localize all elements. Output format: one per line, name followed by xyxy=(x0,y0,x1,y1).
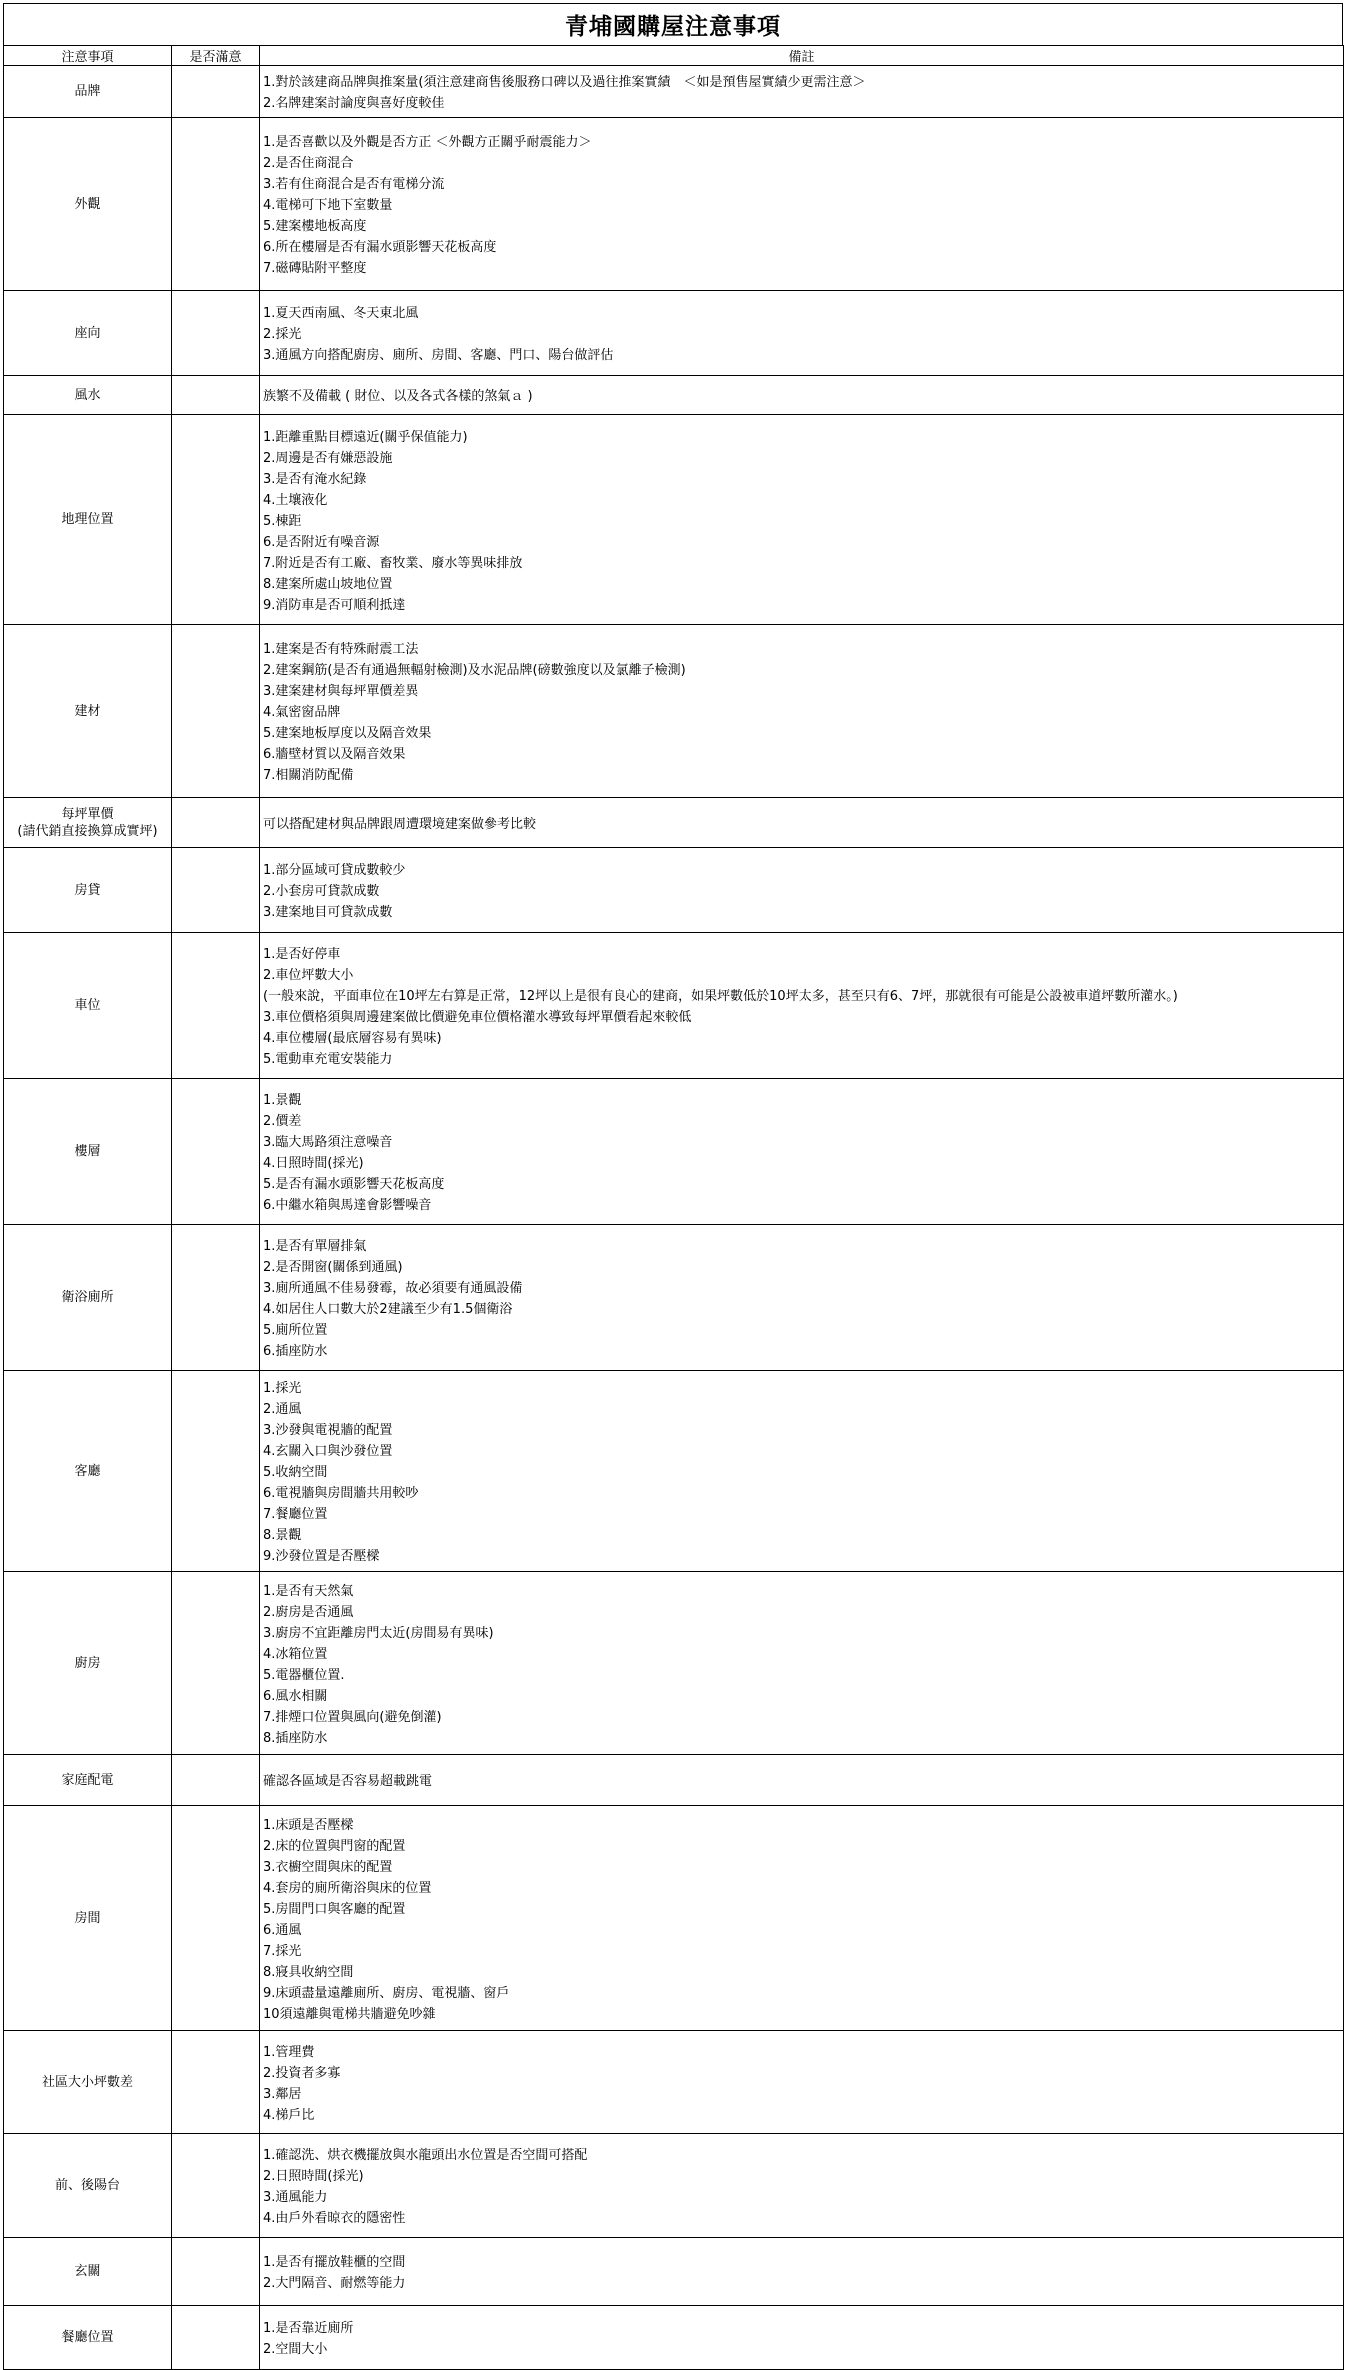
note-line: 2.價差 xyxy=(263,1114,302,1129)
satisfied-cell[interactable] xyxy=(172,1225,260,1371)
note-line: 2.床的位置與門窗的配置 xyxy=(263,1838,406,1854)
note-line: 9.床頭盡量遠離廁所、廚房、電視牆、窗戶 xyxy=(263,1985,510,2001)
note-line: 3.衣櫥空間與床的配置 xyxy=(263,1859,393,1875)
notes-cell[interactable] xyxy=(260,2134,1344,2238)
note-line: 6.牆壁材質以及隔音效果 xyxy=(263,747,406,762)
notes-list xyxy=(263,808,1343,838)
topic-cell[interactable] xyxy=(4,1371,172,1572)
header-topic: 注意事項 xyxy=(4,46,172,66)
notes-cell[interactable] xyxy=(260,848,1344,933)
notes-cell[interactable] xyxy=(260,798,1344,848)
topic-label: 每坪單價 xyxy=(61,806,114,822)
header-row xyxy=(4,46,1344,66)
notes-list xyxy=(263,297,1343,369)
topic-cell[interactable] xyxy=(4,2031,172,2134)
table-row xyxy=(4,798,1344,848)
note-line: 6.電視牆與房間牆共用較吵 xyxy=(263,1486,419,1501)
note-line: 5.是否有漏水頭影響天花板高度 xyxy=(263,1177,445,1192)
notes-list xyxy=(263,1230,1343,1365)
notes-list xyxy=(263,854,1343,926)
note-line: 6.通風 xyxy=(263,1922,302,1938)
note-line: 2.車位坪數大小 xyxy=(263,968,354,983)
note-line: 7.餐廳位置 xyxy=(263,1507,328,1522)
notes-cell[interactable] xyxy=(260,1225,1344,1371)
note-line: 6.中繼水箱與馬達會影響噪音 xyxy=(263,1198,432,1213)
topic-cell[interactable] xyxy=(4,291,172,376)
note-line: 2.空間大小 xyxy=(263,2342,328,2357)
note-line: 2.名牌建案討論度與喜好度較佳 xyxy=(263,96,445,111)
topic-label: 樓層 xyxy=(74,1144,101,1159)
note-line: 3.車位價格須與周邊建案做比價避免車位價格灌水導致每坪單價看起來較低 xyxy=(263,1010,692,1025)
topic-cell[interactable] xyxy=(4,376,172,415)
note-line: 1.確認洗、烘衣機擺放與水龍頭出水位置是否空間可搭配 xyxy=(263,2148,588,2163)
note-line: 1.採光 xyxy=(263,1381,302,1396)
note-line: 2.採光 xyxy=(263,327,302,342)
note-line: 1.景觀 xyxy=(263,1093,302,1108)
topic-cell[interactable] xyxy=(4,415,172,625)
note-line: 7.相關消防配備 xyxy=(263,768,354,783)
note-line: 1.是否有單層排氣 xyxy=(263,1239,367,1254)
note-line: 9.沙發位置是否壓樑 xyxy=(263,1549,380,1564)
topic-label: 車位 xyxy=(74,998,101,1013)
note-line: 3.廚房不宜距離房門太近(房間易有異味) xyxy=(263,1625,494,1641)
table-row xyxy=(4,118,1344,291)
topic-label: 房間 xyxy=(74,1910,101,1926)
table-row xyxy=(4,291,1344,376)
note-line: 4.套房的廁所衛浴與床的位置 xyxy=(263,1880,432,1896)
notes-list xyxy=(263,1084,1343,1219)
table-row xyxy=(4,848,1344,933)
note-line: 5.廁所位置 xyxy=(263,1323,328,1338)
notes-list xyxy=(263,633,1343,789)
table-row xyxy=(4,1371,1344,1572)
notes-cell[interactable] xyxy=(260,2306,1344,2370)
note-line: 4.土壤液化 xyxy=(263,492,328,508)
note-line: 7.磁磚貼附平整度 xyxy=(263,261,367,276)
notes-cell[interactable] xyxy=(260,376,1344,415)
note-line: 4.氣密窗品牌 xyxy=(263,705,341,720)
topic-label: 玄關 xyxy=(74,2264,101,2279)
note-line: 3.建案地目可貸款成數 xyxy=(263,905,393,920)
table-row xyxy=(4,1755,1344,1806)
table-row xyxy=(4,625,1344,798)
note-line: 8.景觀 xyxy=(263,1528,302,1543)
note-line: 5.棟距 xyxy=(263,513,302,529)
note-line: 2.是否住商混合 xyxy=(263,156,354,171)
topic-label: 品牌 xyxy=(74,84,101,99)
note-line: 2.通風 xyxy=(263,1402,302,1417)
table-row xyxy=(4,1079,1344,1225)
note-line: 7.附近是否有工廠、畜牧業、廢水等異味排放 xyxy=(263,555,523,571)
topic-label: 社區大小坪數差 xyxy=(41,2074,133,2090)
note-line: 1.距離重點目標遠近(關乎保值能力) xyxy=(263,429,468,445)
satisfied-cell[interactable] xyxy=(172,1371,260,1572)
note-line: 1.是否有擺放鞋櫃的空間 xyxy=(263,2255,406,2270)
notes-list xyxy=(263,66,1343,117)
notes-list xyxy=(263,2139,1343,2232)
note-line: 1.是否靠近廁所 xyxy=(263,2321,354,2336)
note-line: 5.建案地板厚度以及隔音效果 xyxy=(263,726,432,741)
notes-cell[interactable] xyxy=(260,2031,1344,2134)
table-row xyxy=(4,2238,1344,2306)
spreadsheet xyxy=(3,3,1343,2370)
note-line: 1.管理費 xyxy=(263,2044,315,2060)
note-line: 7.採光 xyxy=(263,1943,302,1959)
topic-label: 衛浴廁所 xyxy=(61,1290,114,1305)
notes-cell[interactable] xyxy=(260,118,1344,291)
notes-list xyxy=(263,1372,1343,1570)
header-notes: 備註 xyxy=(260,46,1344,66)
page-title: 青埔國購屋注意事項 xyxy=(3,3,1343,45)
topic-label: 座向 xyxy=(74,325,101,341)
note-line: 1.床頭是否壓樑 xyxy=(263,1817,354,1833)
note-line: 1.是否有天然氣 xyxy=(263,1583,354,1599)
table-row xyxy=(4,2134,1344,2238)
note-line: 8.插座防水 xyxy=(263,1730,328,1746)
topic-cell[interactable] xyxy=(4,848,172,933)
satisfied-cell[interactable] xyxy=(172,2238,260,2306)
satisfied-cell[interactable] xyxy=(172,625,260,798)
table-row xyxy=(4,1806,1344,2031)
note-line: 5.收納空間 xyxy=(263,1465,328,1480)
table-row xyxy=(4,66,1344,118)
topic-label: 地理位置 xyxy=(61,512,114,527)
notes-list xyxy=(263,1765,1343,1795)
topic-cell[interactable] xyxy=(4,933,172,1079)
notes-cell[interactable] xyxy=(260,66,1344,118)
note-line: 2.大門隔音、耐燃等能力 xyxy=(263,2276,406,2291)
notes-list xyxy=(263,938,1343,1073)
note-line: 4.日照時間(採光) xyxy=(263,1156,364,1171)
satisfied-cell[interactable] xyxy=(172,2306,260,2370)
notes-cell[interactable] xyxy=(260,1572,1344,1755)
note-line: 3.通風方向搭配廚房、廁所、房間、客廳、門口、陽台做評估 xyxy=(263,348,614,363)
topic-cell[interactable] xyxy=(4,625,172,798)
satisfied-cell[interactable] xyxy=(172,1806,260,2031)
note-line: 2.投資者多寡 xyxy=(263,2065,341,2081)
topic-label: 家庭配電 xyxy=(61,1772,114,1788)
note-line: 2.是否開窗(關係到通風) xyxy=(263,1260,403,1275)
checklist-table xyxy=(3,45,1344,2370)
topic-cell[interactable] xyxy=(4,66,172,118)
note-line: 2.周邊是否有嫌惡設施 xyxy=(263,450,393,466)
note-line: 1.部分區域可貸成數較少 xyxy=(263,863,406,878)
satisfied-cell[interactable] xyxy=(172,376,260,415)
header-check: 是否滿意 xyxy=(172,46,260,66)
note-line: 3.沙發與電視牆的配置 xyxy=(263,1423,393,1438)
note-line: 6.插座防水 xyxy=(263,1344,328,1359)
topic-label: 風水 xyxy=(74,387,101,403)
notes-list xyxy=(263,1575,1343,1752)
note-line: 4.如居住人口數大於2建議至少有1.5個衛浴 xyxy=(263,1302,513,1317)
note-line: 6.所在樓層是否有漏水頭影響天花板高度 xyxy=(263,240,497,255)
table-row xyxy=(4,415,1344,625)
note-line: 4.梯戶比 xyxy=(263,2107,315,2123)
notes-list xyxy=(263,126,1343,282)
notes-list xyxy=(263,2036,1343,2129)
note-line: 3.若有住商混合是否有電梯分流 xyxy=(263,177,445,192)
satisfied-cell[interactable] xyxy=(172,415,260,625)
topic-label: (請代銷直接換算成實坪) xyxy=(17,823,158,839)
note-line: 1.夏天西南風、冬天東北風 xyxy=(263,306,419,321)
note-line: 3.是否有淹水紀錄 xyxy=(263,471,367,487)
note-line: 2.廚房是否通風 xyxy=(263,1604,354,1620)
satisfied-cell[interactable] xyxy=(172,118,260,291)
notes-list xyxy=(263,2246,1343,2297)
note-line: 4.冰箱位置 xyxy=(263,1646,328,1662)
satisfied-cell[interactable] xyxy=(172,2031,260,2134)
topic-label: 建材 xyxy=(74,703,101,719)
table-row xyxy=(4,1572,1344,1755)
note-line: 8.建案所處山坡地位置 xyxy=(263,576,393,592)
table-row xyxy=(4,2306,1344,2370)
note-line: 2.建案鋼筋(是否有通過無輻射檢測)及水泥品牌(磅數強度以及氯離子檢測) xyxy=(263,663,686,678)
note-line: 5.房間門口與客廳的配置 xyxy=(263,1901,406,1917)
notes-cell[interactable] xyxy=(260,1079,1344,1225)
topic-cell[interactable] xyxy=(4,1806,172,2031)
topic-label: 客廳 xyxy=(74,1463,101,1479)
notes-cell[interactable] xyxy=(260,291,1344,376)
topic-label: 餐廳位置 xyxy=(61,2330,114,2345)
note-line: 4.由戶外看晾衣的隱密性 xyxy=(263,2211,406,2226)
notes-cell[interactable] xyxy=(260,2238,1344,2306)
table-row xyxy=(4,2031,1344,2134)
note-line: 3.通風能力 xyxy=(263,2190,328,2205)
note-line: 2.小套房可貸款成數 xyxy=(263,884,380,899)
note-line: 7.排煙口位置與風向(避免倒灌) xyxy=(263,1709,442,1725)
satisfied-cell[interactable] xyxy=(172,291,260,376)
satisfied-cell[interactable] xyxy=(172,1572,260,1755)
note-line: 9.消防車是否可順利抵達 xyxy=(263,597,406,613)
satisfied-cell[interactable] xyxy=(172,1755,260,1806)
satisfied-cell[interactable] xyxy=(172,1079,260,1225)
satisfied-cell[interactable] xyxy=(172,66,260,118)
note-line: 4.車位樓層(最底層容易有異味) xyxy=(263,1031,442,1046)
notes-list xyxy=(263,2312,1343,2363)
topic-cell[interactable] xyxy=(4,118,172,291)
note-line: 族繁不及備載 ( 財位、以及各式各樣的煞氣ａ ) xyxy=(263,389,533,404)
notes-cell[interactable] xyxy=(260,415,1344,625)
topic-cell[interactable] xyxy=(4,2238,172,2306)
note-line: 6.是否附近有噪音源 xyxy=(263,534,380,550)
notes-cell[interactable] xyxy=(260,1755,1344,1806)
note-line: 確認各區域是否容易超載跳電 xyxy=(263,1774,433,1789)
note-line: 3.建案建材與每坪單價差異 xyxy=(263,684,419,699)
note-line: 2.日照時間(採光) xyxy=(263,2169,364,2184)
notes-cell[interactable] xyxy=(260,625,1344,798)
table-row xyxy=(4,376,1344,415)
notes-cell[interactable] xyxy=(260,1371,1344,1572)
satisfied-cell[interactable] xyxy=(172,2134,260,2238)
note-line: 4.玄關入口與沙發位置 xyxy=(263,1444,393,1459)
note-line: 3.鄰居 xyxy=(263,2086,302,2102)
topic-label: 房貸 xyxy=(74,882,101,898)
note-line: 4.電梯可下地下室數量 xyxy=(263,198,393,213)
note-line: (一般來說，平面車位在10坪左右算是正常，12坪以上是很有良心的建商，如果坪數低於10坪太多，甚至只有6、7坪，那就很有可能是公設被車道坪數所灌水。) xyxy=(263,989,1178,1004)
topic-label: 廚房 xyxy=(74,1655,101,1671)
topic-cell[interactable] xyxy=(4,1755,172,1806)
topic-cell[interactable] xyxy=(4,2306,172,2370)
note-line: 3.廁所通風不佳易發霉，故必須要有通風設備 xyxy=(263,1281,523,1296)
table-row xyxy=(4,933,1344,1079)
notes-list xyxy=(263,421,1343,619)
note-line: 5.電器櫃位置. xyxy=(263,1667,345,1683)
notes-cell[interactable] xyxy=(260,933,1344,1079)
note-line: 8.寢具收納空間 xyxy=(263,1964,354,1980)
topic-cell[interactable] xyxy=(4,2134,172,2238)
satisfied-cell[interactable] xyxy=(172,798,260,848)
notes-list xyxy=(263,1809,1343,2028)
note-line: 1.是否喜歡以及外觀是否方正 ＜外觀方正關乎耐震能力＞ xyxy=(263,135,592,150)
topic-cell[interactable] xyxy=(4,798,172,848)
note-line: 6.風水相關 xyxy=(263,1688,328,1704)
topic-cell[interactable] xyxy=(4,1225,172,1371)
satisfied-cell[interactable] xyxy=(172,848,260,933)
table-row xyxy=(4,1225,1344,1371)
satisfied-cell[interactable] xyxy=(172,933,260,1079)
topic-label: 前、後陽台 xyxy=(54,2178,120,2193)
notes-cell[interactable] xyxy=(260,1806,1344,2031)
note-line: 10須遠離與電梯共牆避免吵雜 xyxy=(263,2006,436,2022)
topic-cell[interactable] xyxy=(4,1572,172,1755)
notes-list xyxy=(263,380,1343,410)
note-line: 可以搭配建材與品牌跟周遭環境建案做參考比較 xyxy=(263,816,537,832)
note-line: 1.建案是否有特殊耐震工法 xyxy=(263,642,419,657)
note-line: 3.臨大馬路須注意噪音 xyxy=(263,1135,393,1150)
note-line: 5.建案樓地板高度 xyxy=(263,219,367,234)
note-line: 1.對於該建商品牌與推案量(須注意建商售後服務口碑以及過往推案實績 ＜如是預售屋實績少更需注意＞ xyxy=(263,75,866,90)
topic-cell[interactable] xyxy=(4,1079,172,1225)
topic-label: 外觀 xyxy=(74,196,101,212)
note-line: 1.是否好停車 xyxy=(263,947,341,962)
note-line: 5.電動車充電安裝能力 xyxy=(263,1052,393,1067)
